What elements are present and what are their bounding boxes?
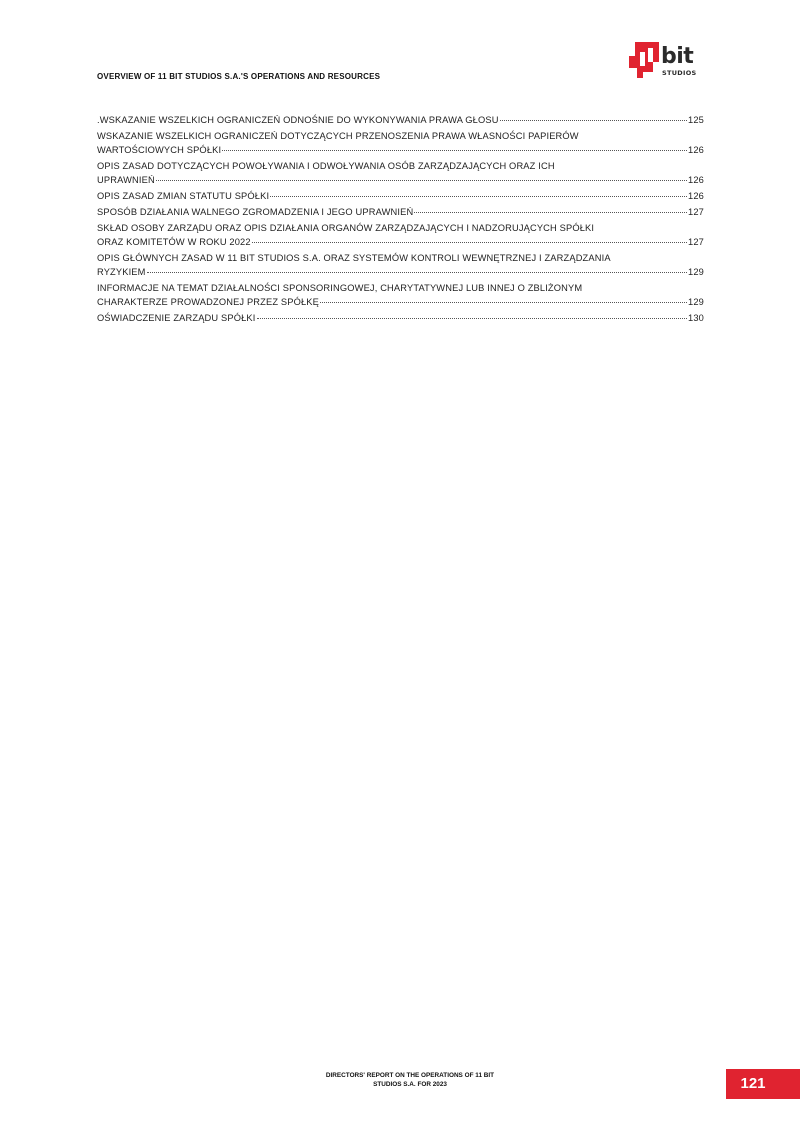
toc-entry[interactable] [97, 129, 704, 157]
toc-entry-text: OPIS ZASAD ZMIAN STATUTU SPÓŁKI [97, 191, 270, 201]
toc-entry[interactable] [97, 281, 704, 309]
toc-page-number: 126 [688, 191, 704, 201]
toc-entry-text: .WSKAZANIE WSZELKICH OGRANICZEŃ ODNOŚNIE DO WYKONYWANIA PRAWA GŁOSU [97, 115, 499, 125]
dot-leader [222, 150, 687, 151]
toc-entry[interactable] [97, 311, 704, 325]
company-logo [629, 42, 707, 84]
table-of-contents [97, 113, 704, 327]
toc-page-number: 130 [688, 313, 704, 323]
toc-entry-text: OPIS GŁÓWNYCH ZASAD W 11 BIT STUDIOS S.A. ORAZ SYSTEMÓW KONTROLI WEWNĘTRZNEJ I ZARZĄDZANIA [97, 253, 611, 263]
logo-wordmark: bit [661, 44, 694, 69]
toc-entry-text: CHARAKTERZE PROWADZONEJ PRZEZ SPÓŁKĘ [97, 297, 320, 307]
toc-entry[interactable] [97, 113, 704, 127]
toc-entry-text: SKŁAD OSOBY ZARZĄDU ORAZ OPIS DZIAŁANIA ORGANÓW ZARZĄDZAJĄCYCH I NADZORUJĄCYCH SPÓŁKI [97, 223, 595, 233]
page-number: 121 [740, 1075, 766, 1092]
dot-leader [414, 212, 687, 213]
toc-entry[interactable] [97, 159, 704, 187]
toc-entry-text: UPRAWNIEŃ [97, 175, 155, 185]
logo-subtitle: STUDIOS [662, 69, 697, 77]
toc-page-number: 127 [688, 237, 704, 247]
toc-entry-text: OPIS ZASAD DOTYCZĄCYCH POWOŁYWANIA I ODWOŁYWANIA OSÓB ZARZĄDZAJĄCYCH ORAZ ICH [97, 161, 555, 171]
toc-page-number: 129 [688, 267, 704, 277]
logo-mark-icon [629, 42, 665, 78]
page-number-badge [726, 1069, 800, 1099]
toc-page-number: 125 [688, 115, 704, 125]
dot-leader [257, 318, 688, 319]
toc-entry-text: WARTOŚCIOWYCH SPÓŁKI [97, 145, 222, 155]
toc-entry-text: ORAZ KOMITETÓW W ROKU 2022 [97, 237, 251, 247]
toc-entry[interactable] [97, 221, 704, 249]
toc-entry-text: RYZYKIEM [97, 267, 146, 277]
toc-page-number: 129 [688, 297, 704, 307]
footer-report-title [280, 1071, 540, 1089]
footer-line: DIRECTORS' REPORT ON THE OPERATIONS OF 11 BIT [325, 1072, 495, 1079]
toc-entry[interactable] [97, 189, 704, 203]
dot-leader [320, 302, 687, 303]
toc-page-number: 126 [688, 175, 704, 185]
dot-leader [270, 196, 687, 197]
dot-leader [147, 272, 687, 273]
toc-page-number: 126 [688, 145, 704, 155]
toc-page-number: 127 [688, 207, 704, 217]
dot-leader [156, 180, 687, 181]
toc-entry[interactable] [97, 205, 704, 219]
document-header-title: OVERVIEW OF 11 BIT STUDIOS S.A.'S OPERATIONS AND RESOURCES [97, 72, 381, 81]
footer-line: STUDIOS S.A. FOR 2023 [373, 1081, 447, 1088]
dot-leader [252, 242, 687, 243]
toc-entry[interactable] [97, 251, 704, 279]
toc-entry-text: INFORMACJE NA TEMAT DZIAŁALNOŚCI SPONSORINGOWEJ, CHARYTATYWNEJ LUB INNEJ O ZBLIŻONYM [97, 283, 583, 293]
toc-entry-text: WSKAZANIE WSZELKICH OGRANICZEŃ DOTYCZĄCYCH PRZENOSZENIA PRAWA WŁASNOŚCI PAPIERÓW [97, 131, 579, 141]
dot-leader [500, 120, 687, 121]
toc-entry-text: SPOSÓB DZIAŁANIA WALNEGO ZGROMADZENIA I JEGO UPRAWNIEŃ [97, 207, 414, 217]
toc-entry-text: OŚWIADCZENIE ZARZĄDU SPÓŁKI [97, 313, 256, 323]
